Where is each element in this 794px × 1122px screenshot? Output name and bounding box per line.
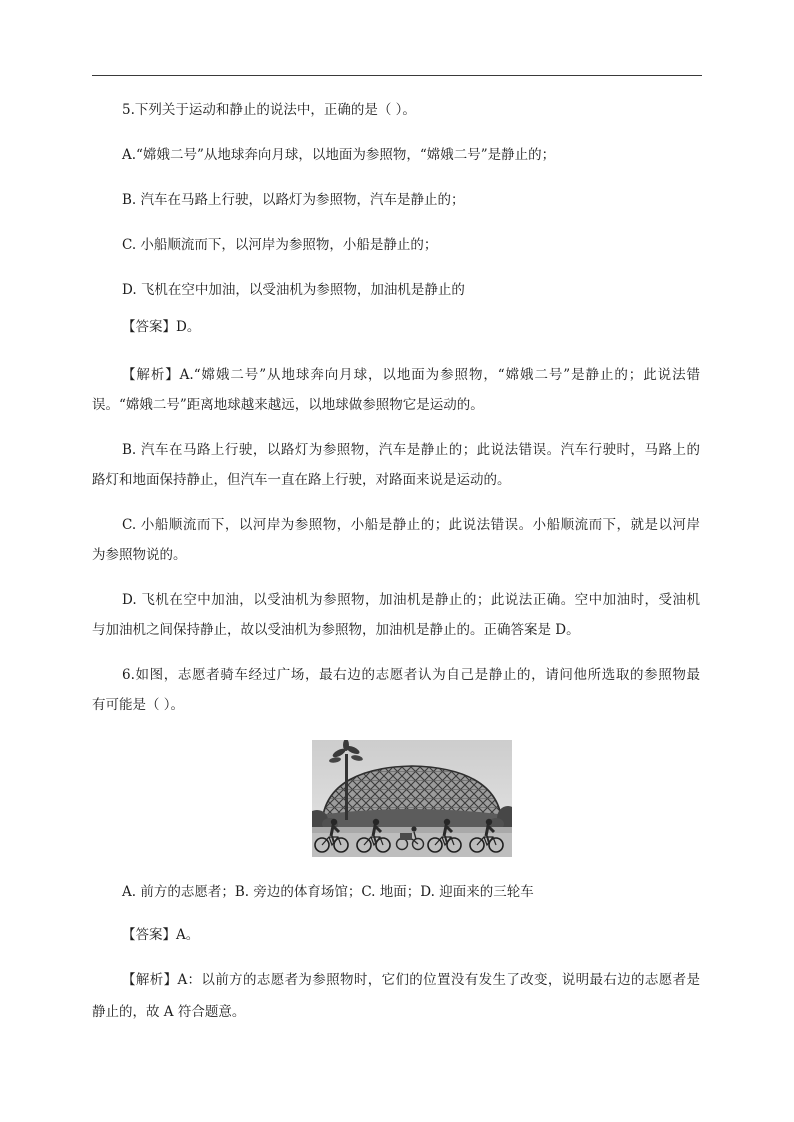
question-5-option-b (92, 185, 700, 215)
question-6-options (92, 877, 700, 907)
analysis-line: 【解析】A.“嫦娥二号”从地球奔向月球，以地面为参照物，“嫦娥二号”是静止的；此说法错 (122, 367, 700, 383)
question-5-analysis-a (92, 360, 700, 420)
options-text: A. 前方的志愿者；B. 旁边的体育场馆；C. 地面；D. 迎面来的三轮车 (122, 884, 534, 900)
question-6-stem (92, 660, 700, 720)
question-5-analysis-c (92, 510, 700, 570)
question-5-option-c (92, 230, 700, 260)
answer-text: 【答案】A。 (122, 927, 200, 943)
analysis-line: 静止的，故 A 符合题意。 (92, 1004, 246, 1020)
option-text: D. 飞机在空中加油，以受油机为参照物，加油机是静止的 (122, 282, 465, 298)
option-text: C. 小船顺流而下，以河岸为参照物，小船是静止的； (122, 237, 438, 253)
analysis-line: 【解析】A：以前方的志愿者为参照物时，它们的位置没有发生了改变，说明最右边的志愿者是 (122, 972, 700, 988)
question-5-analysis-d (92, 585, 700, 645)
question-6-stem-line: 有可能是（ ）。 (92, 697, 185, 713)
option-text: A.“嫦娥二号”从地球奔向月球，以地面为参照物，“嫦娥二号”是静止的； (122, 147, 556, 163)
photo-illustration (312, 740, 512, 857)
bird-nest-cyclists-photo (312, 740, 512, 857)
analysis-line: C. 小船顺流而下，以河岸为参照物，小船是静止的；此说法错误。小船顺流而下，就是以河岸 (122, 517, 700, 533)
stadium-base (324, 809, 500, 828)
question-5-stem (92, 95, 700, 125)
question-5-answer (92, 312, 700, 342)
question-6-answer (92, 920, 700, 950)
question-6-analysis (92, 965, 700, 1027)
header-rule (92, 75, 702, 76)
question-5-analysis-b (92, 435, 700, 495)
question-5-option-d (92, 275, 700, 305)
question-5-option-a (92, 140, 700, 170)
analysis-line: 误。“嫦娥二号”距离地球越来越远，以地球做参照物它是运动的。 (92, 397, 484, 413)
option-text: B. 汽车在马路上行驶，以路灯为参照物，汽车是静止的； (122, 192, 465, 208)
analysis-line: D. 飞机在空中加油，以受油机为参照物，加油机是静止的；此说法正确。空中加油时，受油机 (122, 592, 700, 608)
question-6-stem-line: 6.如图，志愿者骑车经过广场，最右边的志愿者认为自己是静止的，请问他所选取的参照物最 (122, 667, 700, 683)
analysis-line: 为参照物说的。 (92, 547, 187, 563)
question-5-stem-text: 5.下列关于运动和静止的说法中，正确的是（ ）。 (122, 102, 416, 118)
analysis-line: 与加油机之间保持静止，故以受油机为参照物，加油机是静止的。正确答案是 D。 (92, 622, 580, 638)
analysis-line: B. 汽车在马路上行驶，以路灯为参照物，汽车是静止的；此说法错误。汽车行驶时，马路上的 (122, 442, 700, 458)
analysis-line: 路灯和地面保持静止，但汽车一直在路上行驶，对路面来说是运动的。 (92, 472, 511, 488)
answer-text: 【答案】D。 (122, 319, 201, 335)
